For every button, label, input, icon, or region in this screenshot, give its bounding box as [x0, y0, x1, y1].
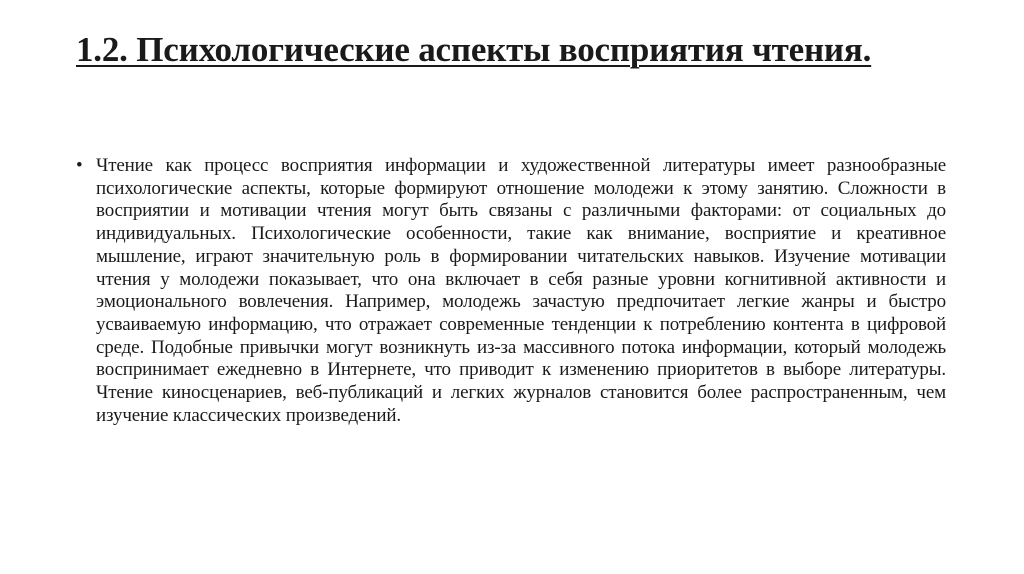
bullet-list	[76, 155, 946, 427]
slide-title: 1.2. Психологические аспекты восприятия чтения.	[76, 30, 872, 69]
bullet-item	[76, 155, 946, 427]
bullet-text: Чтение как процесс восприятия информации и художественной литературы имеет разнообразные психологические аспекты, которые формируют отношение молодежи к этому занятию. Сложности в восприятии и мотивации чтения могут быть связаны с различными факторами: от социальных до индивидуальных. Психологические особенности, такие как внимание, восприятие и креативное мышление, играют значительную роль в формировании читательских навыков. Изучение мотивации чтения у молодежи показывает, что она включает в себя разные уровни когнитивной активности и эмоционального вовлечения. Например, молодежь зачастую предпочитает легкие жанры и быстро усваиваемую информацию, что отражает современные тенденции к потреблению контента в цифровой среде. Подобные привычки могут возникнуть из-за массивного потока информации, который молодежь воспринимает ежедневно в Интернете, что приводит к изменению приоритетов в выборе литературы. Чтение киносценариев, веб-публикаций и легких журналов становится более распространенным, чем изучение классических произведений.	[96, 155, 946, 426]
bullet-marker: •	[76, 155, 83, 176]
